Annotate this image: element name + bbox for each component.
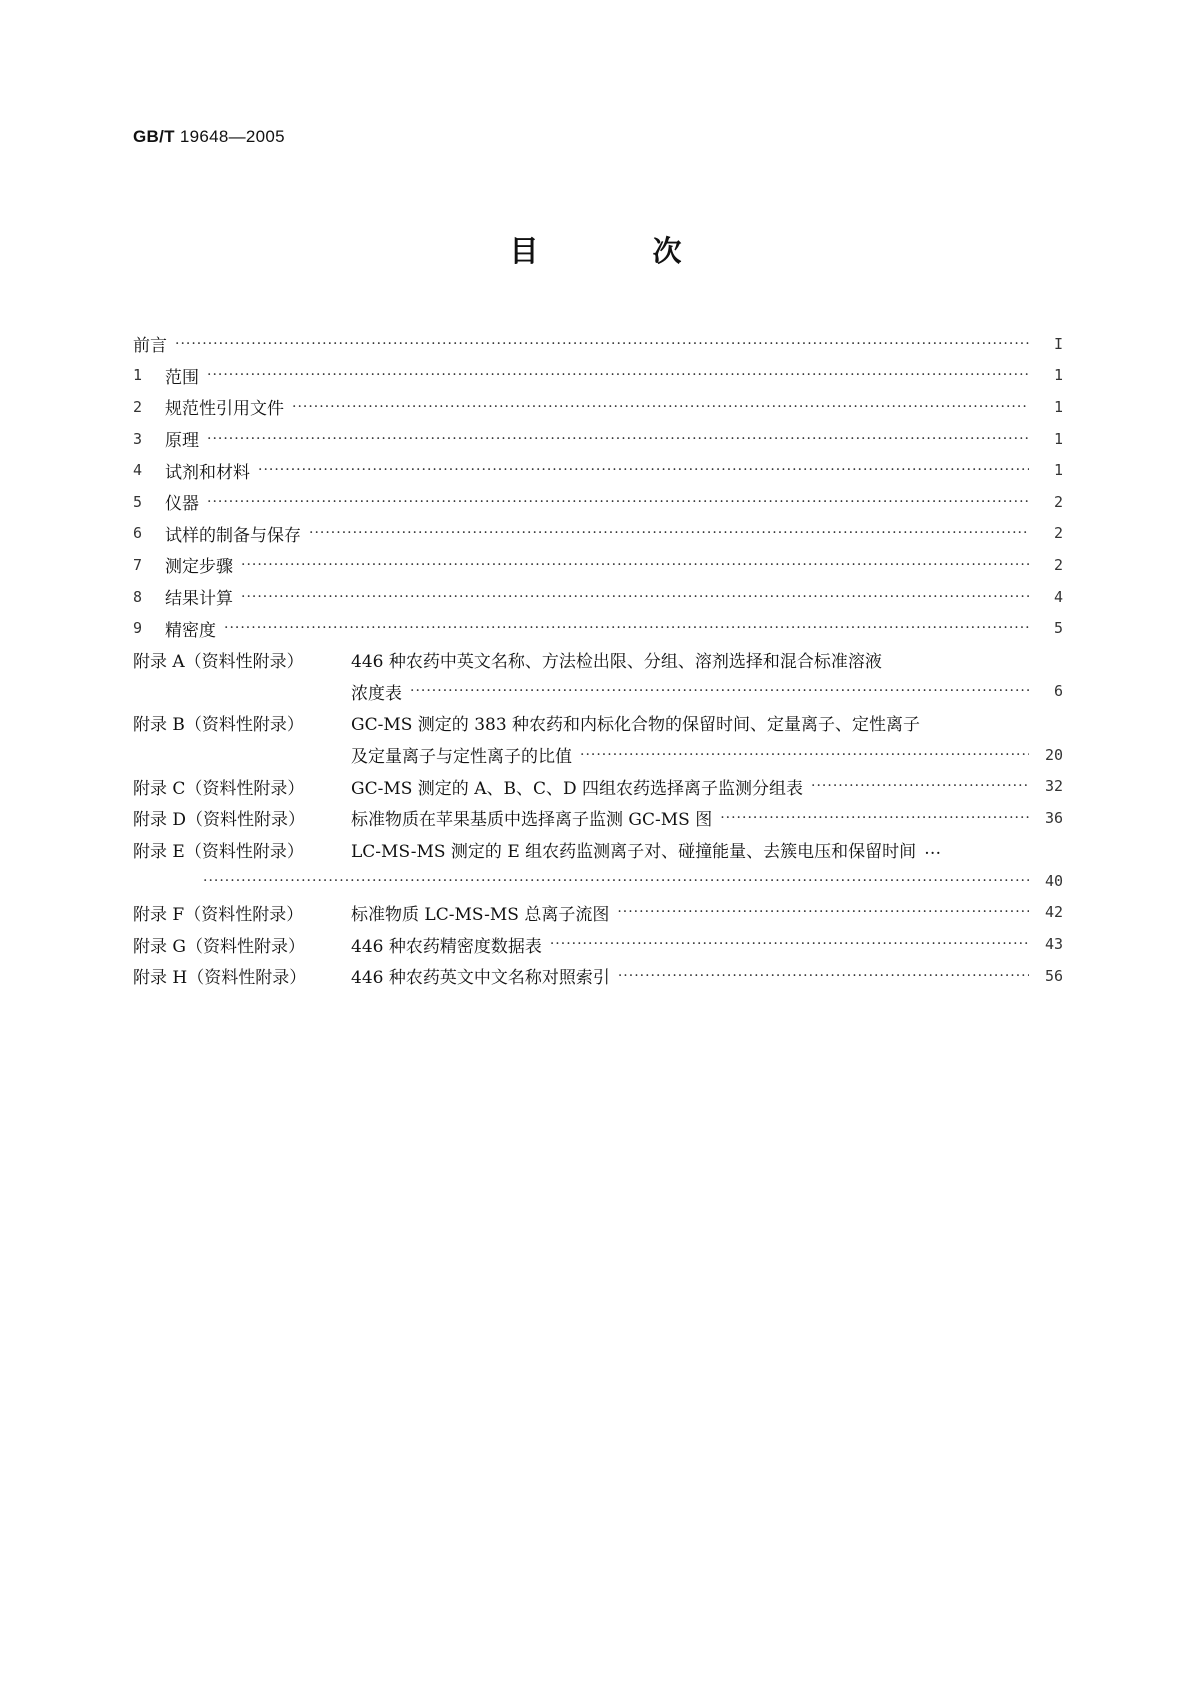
toc-label: 前言 bbox=[133, 336, 167, 357]
toc-label: 试样的制备与保存 bbox=[165, 525, 301, 546]
toc-entry-appendix-e[interactable] bbox=[133, 834, 1063, 866]
toc-label: 仪器 bbox=[165, 494, 199, 515]
appendix-id: 附录 E（资料性附录） bbox=[133, 841, 304, 862]
toc-label: 规范性引用文件 bbox=[165, 399, 284, 420]
dot-leader bbox=[550, 936, 1029, 952]
dot-leader bbox=[580, 747, 1029, 763]
toc-entry-appendix-e-cont[interactable] bbox=[133, 865, 1063, 897]
toc-page: I bbox=[1053, 334, 1063, 353]
toc-entry-section[interactable] bbox=[133, 612, 1063, 644]
dot-leader bbox=[292, 399, 1029, 415]
toc-number: 7 bbox=[133, 555, 143, 574]
appendix-id: 附录 H（资料性附录） bbox=[133, 968, 307, 989]
toc-label: 446 种农药精密度数据表 bbox=[351, 936, 542, 957]
toc-entry-appendix-f[interactable] bbox=[133, 897, 1063, 929]
toc-number: 6 bbox=[133, 524, 143, 543]
dot-leader bbox=[224, 620, 1029, 636]
toc-number: 9 bbox=[133, 619, 143, 638]
toc-label: 精密度 bbox=[165, 620, 216, 641]
toc-entry-appendix-h[interactable] bbox=[133, 960, 1063, 992]
toc-number: 8 bbox=[133, 587, 143, 606]
toc-page: 2 bbox=[1053, 524, 1063, 543]
toc-number: 3 bbox=[133, 429, 143, 448]
toc-page: 42 bbox=[1044, 903, 1063, 922]
dot-leader bbox=[410, 683, 1029, 699]
toc-entry-appendix-a-cont[interactable] bbox=[133, 676, 1063, 708]
dot-leader bbox=[207, 431, 1029, 447]
toc-label: 测定步骤 bbox=[165, 557, 233, 578]
toc-label: 446 种农药中英文名称、方法检出限、分组、溶剂选择和混合标准溶液 bbox=[351, 652, 882, 673]
toc-label: 范围 bbox=[165, 367, 199, 388]
toc-entry-appendix-c[interactable] bbox=[133, 770, 1063, 802]
toc-page: 20 bbox=[1044, 745, 1063, 764]
toc-number: 2 bbox=[133, 397, 143, 416]
dot-leader bbox=[618, 968, 1029, 984]
appendix-id: 附录 F（资料性附录） bbox=[133, 904, 304, 925]
toc-label-cont: 浓度表 bbox=[351, 683, 402, 704]
dot-leader bbox=[617, 904, 1029, 920]
toc-page: 32 bbox=[1044, 777, 1063, 796]
toc-page: 40 bbox=[1044, 871, 1063, 890]
toc-entry-appendix-g[interactable] bbox=[133, 928, 1063, 960]
toc-page: 1 bbox=[1053, 429, 1063, 448]
toc-page: 1 bbox=[1053, 366, 1063, 385]
toc-label: 标准物质 LC-MS-MS 总离子流图 bbox=[351, 904, 610, 925]
toc-entry-preface[interactable] bbox=[133, 328, 1063, 360]
toc-number: 5 bbox=[133, 492, 143, 511]
toc-entry-section[interactable] bbox=[133, 581, 1063, 613]
toc-label: 原理 bbox=[165, 431, 199, 452]
toc-page: 36 bbox=[1044, 808, 1063, 827]
appendix-id: 附录 D（资料性附录） bbox=[133, 810, 306, 831]
appendix-id: 附录 G（资料性附录） bbox=[133, 936, 305, 957]
dot-leader bbox=[258, 462, 1029, 478]
toc-label: 结果计算 bbox=[165, 589, 233, 610]
dot-leader bbox=[207, 367, 1029, 383]
toc-page: 5 bbox=[1053, 619, 1063, 638]
toc-label: 标准物质在苹果基质中选择离子监测 GC-MS 图 bbox=[351, 810, 713, 831]
toc-entry-appendix-a[interactable] bbox=[133, 644, 1063, 676]
toc-page: 56 bbox=[1044, 966, 1063, 985]
appendix-id: 附录 A（资料性附录） bbox=[133, 652, 304, 673]
toc-page: 43 bbox=[1044, 935, 1063, 954]
standard-code bbox=[133, 127, 285, 147]
toc-page: 2 bbox=[1053, 555, 1063, 574]
toc-entry-appendix-d[interactable] bbox=[133, 802, 1063, 834]
dot-leader bbox=[720, 810, 1029, 826]
toc-entry-section[interactable] bbox=[133, 423, 1063, 455]
table-of-contents bbox=[133, 328, 1063, 991]
dot-leader bbox=[203, 873, 1029, 889]
toc-label: GC-MS 测定的 383 种农药和内标化合物的保留时间、定量离子、定性离子 bbox=[351, 715, 921, 736]
standard-prefix: GB/T bbox=[133, 127, 175, 146]
toc-entry-section[interactable] bbox=[133, 360, 1063, 392]
dot-leader bbox=[811, 778, 1029, 794]
dot-leader bbox=[241, 589, 1029, 605]
appendix-id: 附录 B（资料性附录） bbox=[133, 715, 304, 736]
toc-page: 2 bbox=[1053, 492, 1063, 511]
toc-label: LC-MS-MS 测定的 E 组农药监测离子对、碰撞能量、去簇电压和保留时间 bbox=[351, 841, 917, 862]
dot-leader bbox=[207, 494, 1029, 510]
toc-entry-appendix-b-cont[interactable] bbox=[133, 739, 1063, 771]
toc-title: 目 次 bbox=[509, 234, 734, 268]
toc-page: 1 bbox=[1053, 397, 1063, 416]
toc-label: 试剂和材料 bbox=[165, 462, 250, 483]
toc-entry-section[interactable] bbox=[133, 549, 1063, 581]
toc-page: 4 bbox=[1053, 587, 1063, 606]
toc-entry-section[interactable] bbox=[133, 454, 1063, 486]
dot-leader bbox=[175, 336, 1029, 352]
toc-label: GC-MS 测定的 A、B、C、D 四组农药选择离子监测分组表 bbox=[351, 778, 804, 799]
toc-page: 1 bbox=[1053, 461, 1063, 480]
toc-label: 446 种农药英文中文名称对照索引 bbox=[351, 968, 610, 989]
toc-entry-appendix-b[interactable] bbox=[133, 707, 1063, 739]
appendix-id: 附录 C（资料性附录） bbox=[133, 778, 305, 799]
toc-number: 4 bbox=[133, 461, 143, 480]
toc-number: 1 bbox=[133, 366, 143, 385]
standard-number: 19648—2005 bbox=[179, 127, 285, 146]
dot-leader bbox=[309, 525, 1029, 541]
dot-leader bbox=[241, 557, 1029, 573]
toc-entry-section[interactable] bbox=[133, 391, 1063, 423]
toc-entry-section[interactable] bbox=[133, 518, 1063, 550]
toc-label-cont: 及定量离子与定性离子的比值 bbox=[351, 747, 572, 768]
dot-leader-trail: … bbox=[924, 839, 943, 860]
toc-page: 6 bbox=[1053, 682, 1063, 701]
toc-entry-section[interactable] bbox=[133, 486, 1063, 518]
